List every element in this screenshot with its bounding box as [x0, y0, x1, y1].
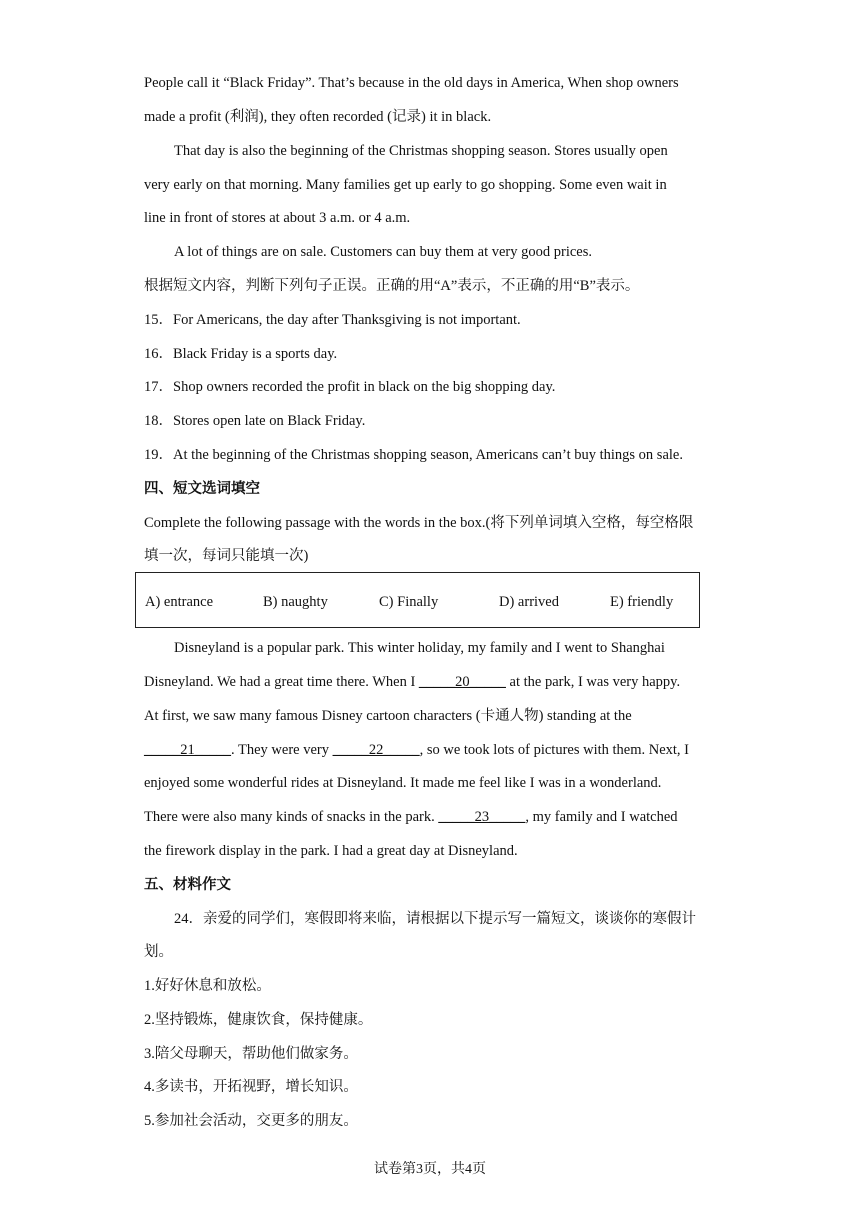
cloze-line: [144, 672, 719, 692]
question-17: 17．Shop owners recorded the profit in black on the big shopping day.: [144, 379, 556, 395]
tip-5: 5.参加社会活动，交更多的朋友。: [144, 1113, 358, 1129]
word-box: [135, 572, 700, 628]
cloze-text: . They were very: [231, 742, 333, 758]
cloze-text: at the park, I was very happy.: [505, 674, 681, 690]
passage-line: A lot of things are on sale. Customers can buy them at very good prices.: [174, 244, 592, 260]
blank-20: _____20_____: [418, 674, 506, 690]
blank-22: _____22_____: [332, 742, 420, 758]
cloze-text: , my family and I watched: [525, 809, 678, 825]
question-24-cont: 划。: [144, 944, 173, 960]
question-15: 15．For Americans, the day after Thanksgiving is not important.: [144, 312, 521, 328]
cloze-line: At first, we saw many famous Disney cartoon characters (卡通人物) standing at the: [144, 708, 632, 724]
question-16: 16．Black Friday is a sports day.: [144, 346, 338, 362]
question-18: 18．Stores open late on Black Friday.: [144, 413, 366, 429]
section4-instruction: 填一次，每词只能填一次): [144, 548, 309, 564]
word-option-a: A) entrance: [145, 594, 214, 610]
blank-21: _____21_____: [144, 742, 231, 758]
section4-heading: 四、短文选词填空: [144, 481, 260, 497]
cloze-text: Disneyland. We had a great time there. When I: [144, 674, 419, 690]
tip-2: 2.坚持锻炼，健康饮食，保持健康。: [144, 1012, 373, 1028]
cloze-line: Disneyland is a popular park. This winter holiday, my family and I went to Shanghai: [174, 640, 665, 656]
tip-3: 3.陪父母聊天，帮助他们做家务。: [144, 1046, 358, 1062]
cloze-line: enjoyed some wonderful rides at Disneyland. It made me feel like I was in a wonderland.: [144, 775, 662, 791]
section4-instruction: Complete the following passage with the words in the box.(将下列单词填入空格，每空格限: [144, 515, 694, 531]
passage-line: That day is also the beginning of the Christmas shopping season. Stores usually open: [174, 143, 668, 159]
cloze-line: [144, 740, 719, 760]
judge-instruction: 根据短文内容，判断下列句子正误。正确的用“A”表示，不正确的用“B”表示。: [144, 278, 640, 294]
passage-line: line in front of stores at about 3 a.m. or 4 a.m.: [144, 210, 411, 226]
word-option-d: D) arrived: [499, 594, 559, 610]
word-option-b: B) naughty: [263, 594, 328, 610]
blank-23: _____23_____: [438, 809, 526, 825]
passage-line: People call it “Black Friday”. That’s because in the old days in America, When shop owners: [144, 75, 679, 91]
passage-line: very early on that morning. Many families get up early to go shopping. Some even wait in: [144, 177, 667, 193]
word-option-e: E) friendly: [610, 594, 674, 610]
cloze-line: [144, 807, 719, 827]
cloze-text: There were also many kinds of snacks in the park.: [144, 809, 439, 825]
word-option-c: C) Finally: [379, 594, 439, 610]
tip-1: 1.好好休息和放松。: [144, 978, 271, 994]
cloze-line: the firework display in the park. I had a great day at Disneyland.: [144, 843, 518, 859]
page-footer: 试卷第3页，共4页: [374, 1162, 486, 1177]
passage-line: made a profit (利润), they often recorded (记录) it in black.: [144, 109, 492, 125]
question-24: 24．亲爱的同学们，寒假即将来临，请根据以下提示写一篇短文，谈谈你的寒假计: [174, 911, 696, 927]
section5-heading: 五、材料作文: [144, 877, 231, 893]
cloze-text: , so we took lots of pictures with them. Next, I: [419, 742, 690, 758]
tip-4: 4.多读书，开拓视野，增长知识。: [144, 1079, 358, 1095]
question-19: 19．At the beginning of the Christmas shopping season, Americans can’t buy things on sale.: [144, 447, 683, 463]
